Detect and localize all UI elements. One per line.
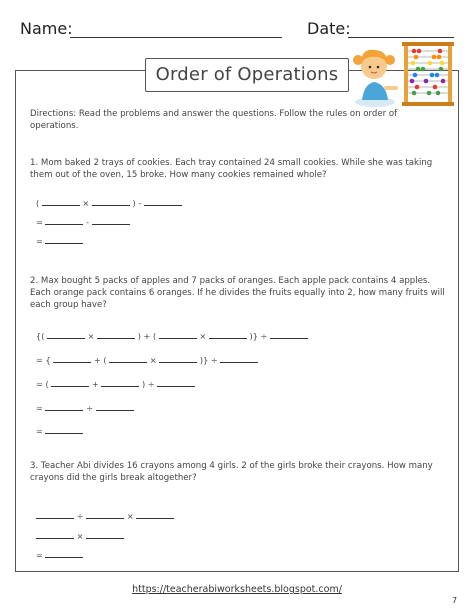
answer-blank[interactable] (220, 354, 258, 363)
page-title: Order of Operations (145, 58, 349, 92)
problem-2-text: 2. Max bought 5 packs of apples and 7 packs of oranges. Each apple pack contains 4 apples. Each orange pack contains 6 oranges. If he divides the fruits equally into 2, how many fruits will each group have? (30, 276, 445, 310)
directions (30, 108, 444, 132)
problem-2-row-2: = { + ( × )} ÷ (36, 354, 258, 365)
answer-blank[interactable] (159, 330, 197, 339)
directions-text: Read the problems and answer the questions. Follow the rules on order of operations. (30, 109, 398, 131)
problem-1-row-1: ( × ) - (36, 197, 182, 208)
answer-blank[interactable] (36, 530, 74, 539)
answer-blank[interactable] (136, 510, 174, 519)
answer-blank[interactable] (45, 425, 83, 434)
answer-blank[interactable] (45, 216, 83, 225)
answer-blank[interactable] (96, 402, 134, 411)
answer-blank[interactable] (92, 216, 130, 225)
problem-1-row-2: = - (36, 216, 130, 227)
problem-1-row-3: = (36, 235, 83, 246)
answer-blank[interactable] (45, 549, 83, 558)
answer-blank[interactable] (101, 378, 139, 387)
footer-url[interactable]: https://teacherabiworksheets.blogspot.com/ (132, 584, 342, 595)
problem-3-row-2: × (36, 530, 124, 541)
answer-blank[interactable] (109, 354, 147, 363)
answer-blank[interactable] (86, 510, 124, 519)
answer-blank[interactable] (144, 197, 182, 206)
answer-blank[interactable] (92, 197, 130, 206)
answer-blank[interactable] (270, 330, 308, 339)
worksheet-frame (15, 70, 459, 572)
answer-blank[interactable] (209, 330, 247, 339)
answer-blank[interactable] (45, 402, 83, 411)
problem-3-row-1: ÷ × (36, 510, 174, 521)
date-label: Date: (307, 19, 351, 38)
name-field[interactable] (70, 37, 282, 38)
answer-blank[interactable] (45, 235, 83, 244)
problem-2-row-3: = ( + ) ÷ (36, 378, 195, 389)
problem-1-text: 1. Mom baked 2 trays of cookies. Each tray contained 24 small cookies. While she was taking them out of the oven, 15 broke. How many cookies remained whole? (30, 158, 433, 180)
directions-label: Directions: (30, 109, 77, 119)
answer-blank[interactable] (47, 330, 85, 339)
answer-blank[interactable] (53, 354, 91, 363)
problem-2-row-1: {( × ) + ( × )} ÷ (36, 330, 308, 341)
problem-3-row-3: = (36, 549, 83, 560)
problem-3-text: 3. Teacher Abi divides 16 crayons among 4 girls. 2 of the girls broke their crayons. How many crayons did the girls break altogether? (30, 461, 433, 483)
problem-2-row-4: = ÷ (36, 402, 134, 413)
answer-blank[interactable] (36, 510, 74, 519)
problem-2-row-5: = (36, 425, 83, 436)
answer-blank[interactable] (157, 378, 195, 387)
answer-blank[interactable] (159, 354, 197, 363)
girl-abacus-illustration (352, 38, 458, 108)
answer-blank[interactable] (86, 530, 124, 539)
page-number: 7 (452, 596, 458, 605)
name-label: Name: (20, 19, 73, 38)
answer-blank[interactable] (51, 378, 89, 387)
answer-blank[interactable] (42, 197, 80, 206)
answer-blank[interactable] (97, 330, 135, 339)
